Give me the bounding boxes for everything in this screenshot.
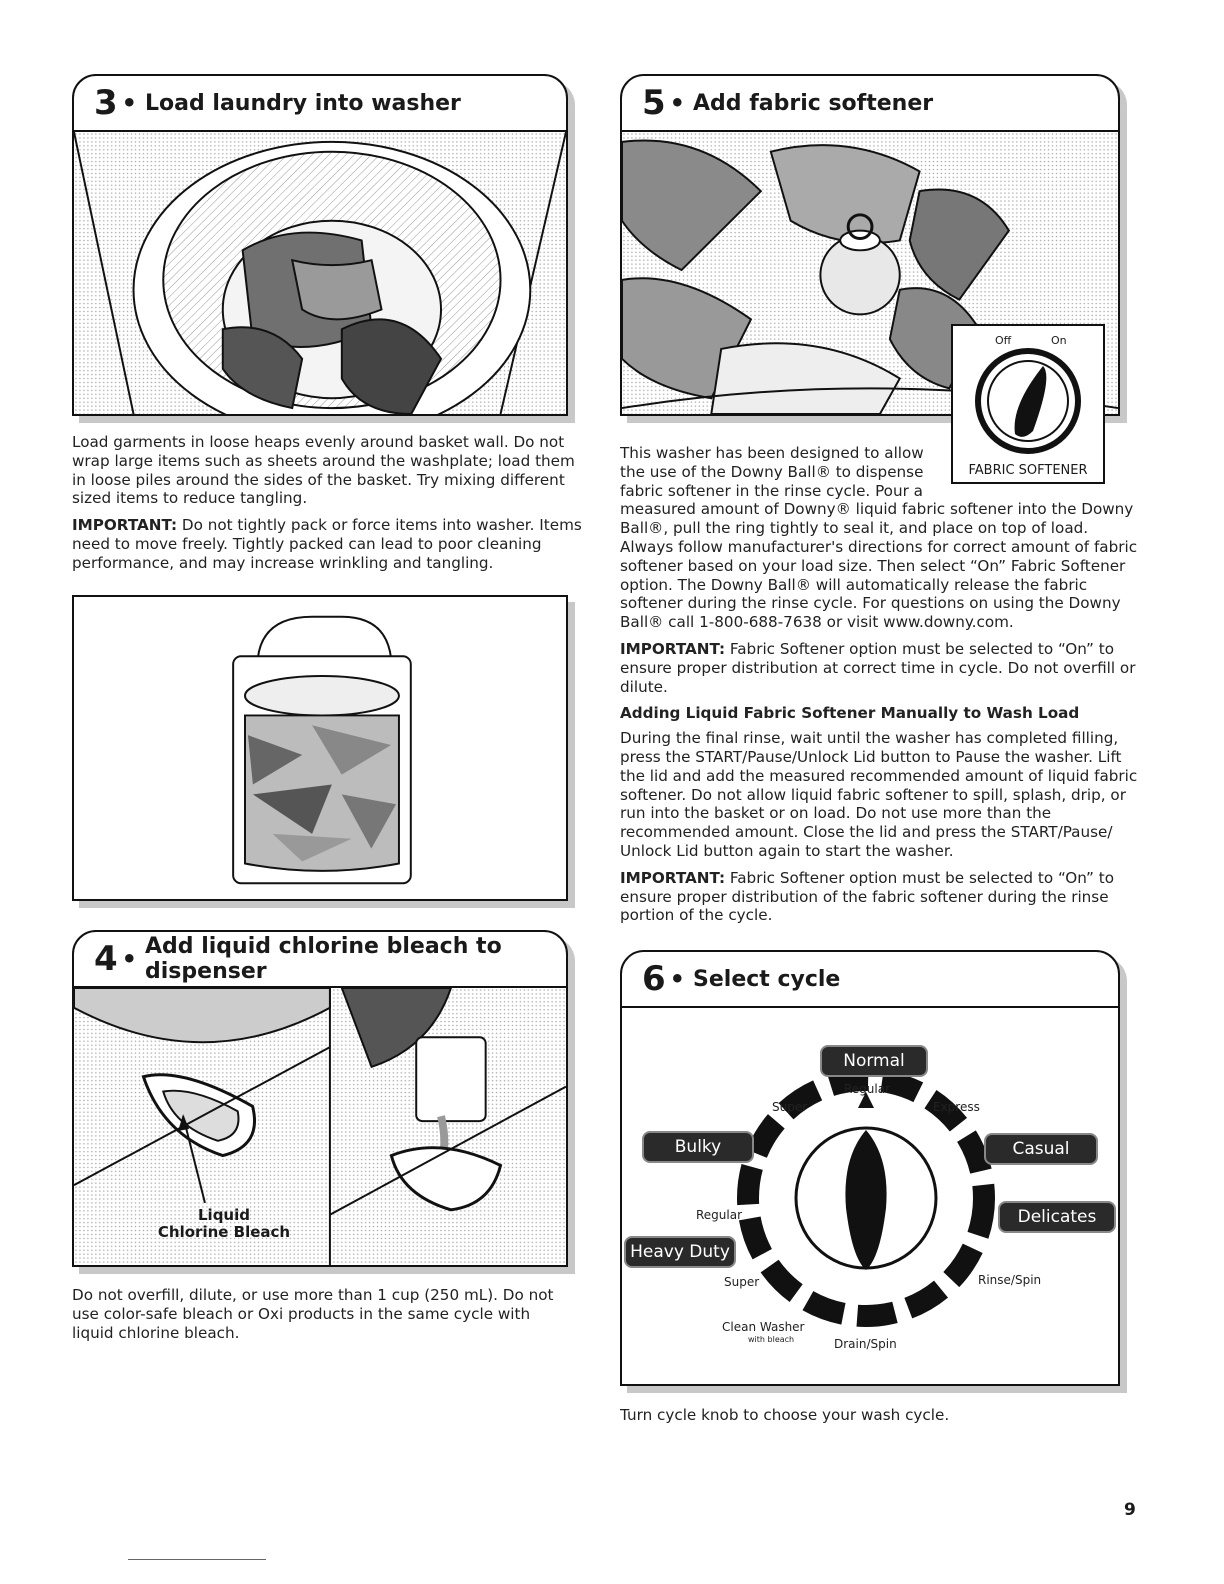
- label-clean-washer: Clean Washer: [722, 1320, 805, 1334]
- label-express: Express: [933, 1100, 980, 1114]
- cycle-heavy-duty-button[interactable]: Heavy Duty: [624, 1236, 736, 1268]
- label-rinse-spin: Rinse/Spin: [978, 1273, 1042, 1287]
- step5-header: 5 • Add fabric softener: [622, 76, 1118, 132]
- step5-important1-label: IMPORTANT:: [620, 639, 726, 658]
- step4-panel: [72, 930, 568, 1267]
- step6-caption: Turn cycle knob to choose your wash cycle.: [620, 1406, 950, 1424]
- step4-text: [72, 1286, 572, 1350]
- cycle-delicates-button[interactable]: Delicates: [998, 1201, 1116, 1233]
- step5-subheading: Adding Liquid Fabric Softener Manually to Wash Load: [620, 704, 1080, 723]
- step3-para1: Load garments in loose heaps evenly around basket wall. Do not wrap large items such as sheets around the washplate; load them in loose piles around the sides of the basket. Try mixing different sized items to reduce tangling.: [72, 433, 575, 508]
- fabric-softener-caption: FABRIC SOFTENER: [968, 463, 1088, 478]
- step4-header: 4 • Add liquid chlorine bleach to dispenser: [74, 932, 566, 988]
- step5-para1: [620, 444, 1140, 632]
- cycle-normal-button[interactable]: Normal: [820, 1045, 928, 1077]
- dial-on-label: On: [1051, 334, 1067, 347]
- step3-important-text: Do not tightly pack or force items into washer. Items need to move freely. Tightly packed can lead to poor cleaning performance, and may increase wrinkling and tangling.: [72, 516, 582, 572]
- step3-panel: [72, 74, 568, 416]
- cycle-selector: [622, 1008, 1118, 1384]
- label-regular-left: Regular: [696, 1208, 743, 1222]
- step3-illustration: [74, 132, 566, 414]
- step3-text: [72, 433, 582, 581]
- label-drain-spin: Drain/Spin: [834, 1337, 897, 1351]
- label-super-left: Super: [724, 1275, 760, 1289]
- cycle-bulky-button[interactable]: Bulky: [642, 1131, 754, 1163]
- bleach-callout-line2: Chlorine Bleach: [157, 1223, 291, 1241]
- fabric-softener-knob-icon[interactable]: [953, 346, 1103, 456]
- step5-text: [620, 444, 1140, 933]
- dial-off-label: Off: [995, 334, 1012, 347]
- step4-para1: Do not overfill, dilute, or use more than 1 cup (250 mL). Do not use color-safe bleach or Oxi products in the same cycle with liquid chlorine bleach.: [72, 1286, 554, 1342]
- washer-illustration: [74, 597, 566, 899]
- step5-important2-label: IMPORTANT:: [620, 868, 726, 887]
- step3-important-label: IMPORTANT:: [72, 516, 178, 535]
- step4-illustration: [74, 988, 566, 1265]
- step5-para1-text: This washer has been designed to allow the use of the Downy Ball® to dispense fabric softener in the rinse cycle. Pour a measured amount of Downy® liquid fabric softener into the Downy Ball®, pull the ring tightly to seal it, and place on top of load. Always follow manufacturer's directions for correct amount of fabric softener based on your load size. Then select “On” Fabric Softener option. The Downy Ball® will automatically release the fabric softener during the rinse cycle. For questions on using the Downy Ball® call 1-800-688-7638 or visit www.downy.com.: [620, 444, 1138, 632]
- label-regular-top: Regular: [844, 1082, 891, 1096]
- step6-title: Select cycle: [693, 966, 841, 992]
- footer-divider: [128, 1559, 266, 1560]
- step6-number: 6: [642, 959, 666, 999]
- step3-title: Load laundry into washer: [145, 90, 461, 116]
- label-with-bleach: with bleach: [748, 1335, 795, 1344]
- step5-number: 5: [642, 83, 666, 123]
- bleach-callout: [154, 1207, 294, 1241]
- step6-header: 6 • Select cycle: [622, 952, 1118, 1008]
- step5-para2: During the final rinse, wait until the washer has completed filling, press the START/Pause/Unlock Lid button to Pause the washer. Lift the lid and add the measured recommended amount of liquid fabric softener. Do not allow liquid fabric softener to spill, splash, drip, or run into the basket or on load. Do not use more than the recommended amount. Close the lid and press the START/Pause/ Unlock Lid button again to start the washer.: [620, 729, 1138, 860]
- page-number: 9: [1124, 1500, 1136, 1520]
- step5-important2-text: Fabric Softener option must be selected to “On” to ensure proper distribution of the fabric softener during the rinse portion of the cycle.: [620, 868, 1114, 925]
- step5-important2: [620, 869, 1140, 925]
- step4-title: Add liquid chlorine bleach to dispenser: [145, 934, 502, 984]
- step3-header: 3 • Load laundry into washer: [74, 76, 566, 132]
- step5-important1-text: Fabric Softener option must be selected to “On” to ensure proper distribution at correct time in cycle. Do not overfill or dilute.: [620, 639, 1136, 696]
- step3-important: [72, 516, 582, 572]
- cycle-casual-button[interactable]: Casual: [984, 1133, 1098, 1165]
- step6-panel: [620, 950, 1120, 1386]
- step5-title: Add fabric softener: [693, 90, 934, 116]
- step3-number: 3: [94, 83, 118, 123]
- step5-important1: [620, 640, 1140, 696]
- label-super-top: Super: [772, 1100, 808, 1114]
- step4-number: 4: [94, 939, 118, 979]
- washer-illustration-panel: [72, 595, 568, 901]
- bleach-callout-line1: Liquid: [198, 1206, 250, 1224]
